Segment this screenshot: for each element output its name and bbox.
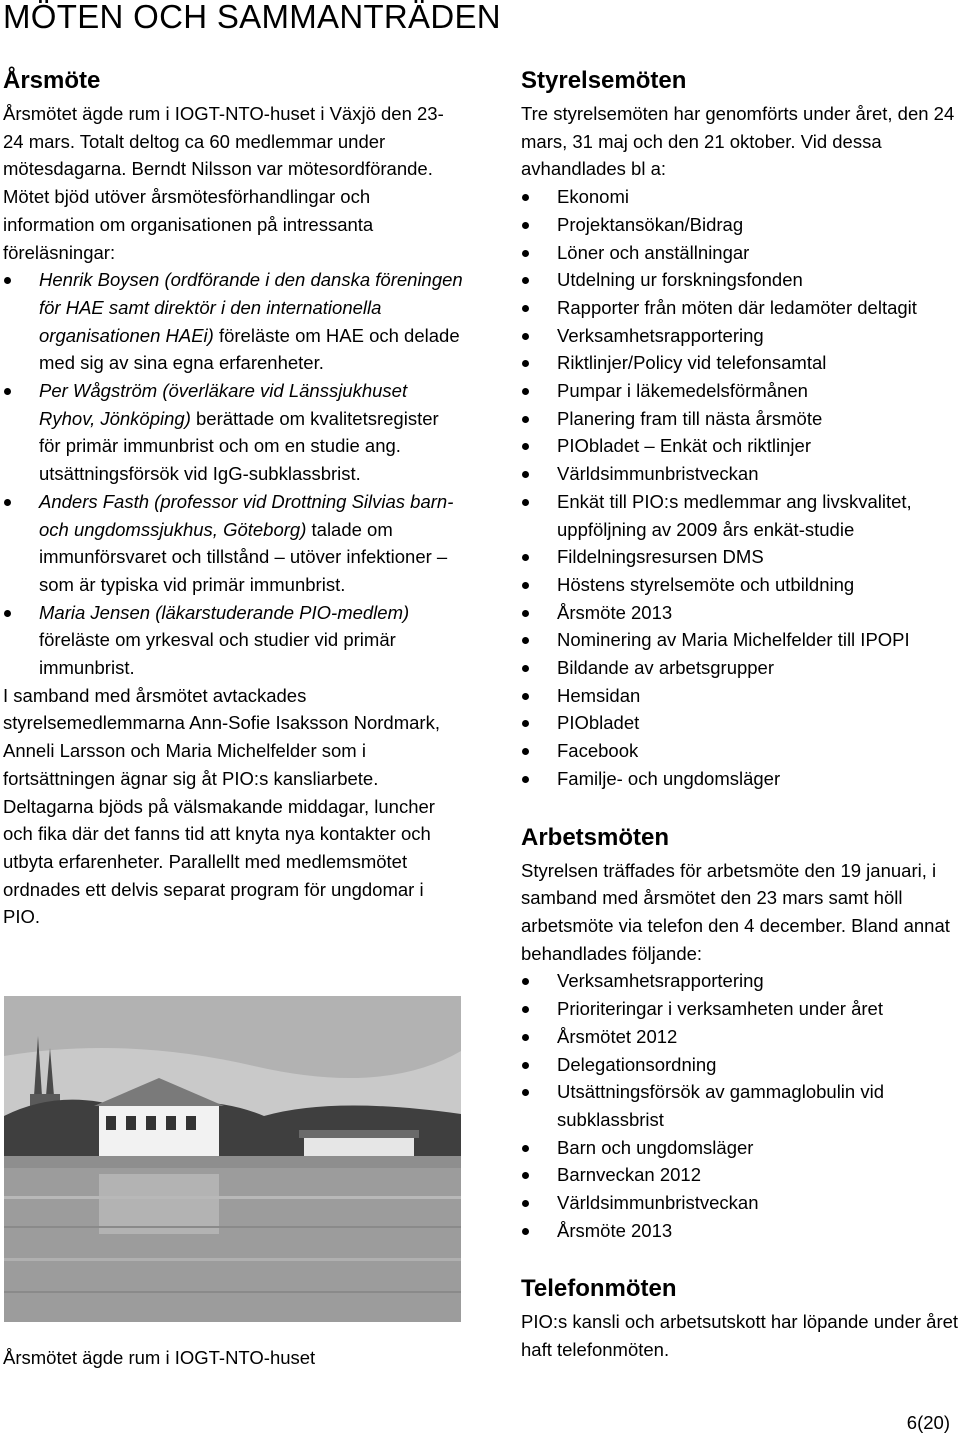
arbetsmoten-heading: Arbetsmöten [521,823,670,851]
arbetsmoten-list [521,967,959,1244]
speaker-text: talade om immunförsvaret och tillstånd – utöver infektioner – som är typiska vid primär immunbrist. [39,518,448,595]
speaker-item [3,266,463,377]
list-item: Rapporter från möten där ledamöter deltagit [521,294,959,322]
thanks-paragraph: I samband med årsmötet avtackades styrelsemedlemmarna Ann-Sofie Isaksson Nordmark, Anneli Larsson och Maria Michelfelder som i fortsättningen ägnar sig åt PIO:s kansliarbete. [3,684,440,789]
speaker-text: berättade om kvalitetsregister för primär immunbrist och om en studie ang. utsättningsförsök vid IgG-subklassbrist. [39,407,439,485]
venue-photo [4,996,461,1322]
list-item: Ekonomi [521,183,959,211]
list-item: Verksamhetsrapportering [521,967,959,995]
list-item: Löner och anställningar [521,239,959,267]
photo-caption: Årsmötet ägde rum i IOGT-NTO-huset [3,1347,316,1368]
dinner-paragraph: Deltagarna bjöds på välsmakande middagar, luncher och fika där det fanns tid att knyta nya kontakter och utbyta erfarenheter. Parallellt med medlemsmötet ordnades ett delvis separat program för ungdomar i PIO. [3,795,435,928]
page-number: 6(20) [906,1412,950,1433]
list-item: Fildelningsresursen DMS [521,543,959,571]
list-item: Höstens styrelsemöte och utbildning [521,571,959,599]
speaker-item [3,599,463,682]
list-item: Projektansökan/Bidrag [521,211,959,239]
section-gap [521,1244,959,1272]
list-item: Utsättningsförsök av gammaglobulin vid subklassbrist [521,1078,959,1133]
list-item: Världsimmunbristveckan [521,460,959,488]
speaker-item [3,488,463,599]
list-item: Facebook [521,737,959,765]
speaker-list [3,266,463,682]
list-item: Årsmötet 2012 [521,1023,959,1051]
right-column [521,64,959,1364]
speaker-name: Maria Jensen (läkarstuderande PIO-medlem) [39,601,410,623]
arbetsmoten-intro: Styrelsen träffades för arbetsmöte den 19 januari, i samband med årsmötet den 23 mars samt höll arbetsmöte via telefon den 4 december. Bland annat behandlades följande: [521,859,950,964]
arsmote-heading: Årsmöte [3,67,101,94]
telefonmoten-text: PIO:s kansli och arbetsutskott har löpande under året haft telefonmöten. [521,1311,959,1361]
section-gap [521,793,959,821]
list-item: Världsimmunbristveckan [521,1189,959,1217]
list-item: Utdelning ur forskningsfonden [521,266,959,294]
list-item: Delegationsordning [521,1051,959,1079]
speaker-name: Henrik Boysen (ordförande i den danska föreningen för HAE samt direktör i den internationella organisationen HAEi) [39,269,463,346]
venue-photo-illustration [4,996,461,1322]
list-item: Familje- och ungdomsläger [521,765,959,793]
list-item: Verksamhetsrapportering [521,322,959,350]
telefonmoten-heading: Telefonmöten [521,1275,677,1303]
left-column [3,64,463,931]
speaker-item [3,377,463,488]
styrelsemoten-intro: Tre styrelsemöten har genomförts under året, den 24 mars, 31 maj och den 21 oktober. Vid dessa avhandlades bl a: [521,103,955,180]
list-item: Pumpar i läkemedelsförmånen [521,377,959,405]
list-item: Barn och ungdomsläger [521,1134,959,1162]
speaker-name: Per Wågström (överläkare vid Länssjukhuset Ryhov, Jönköping) [39,380,408,429]
list-item: Planering fram till nästa årsmöte [521,405,959,433]
list-item: Barnveckan 2012 [521,1161,959,1189]
styrelsemoten-heading: Styrelsemöten [521,67,687,94]
speaker-text: föreläste om HAE och delade med sig av sina egna erfarenheter. [39,324,460,374]
list-item: Prioriteringar i verksamheten under året [521,995,959,1023]
list-item: Årsmöte 2013 [521,599,959,627]
list-item: Hemsidan [521,682,959,710]
speaker-text: föreläste om yrkesval och studier vid primär immunbrist. [39,629,396,679]
page-title: MÖTEN OCH SAMMANTRÄDEN [3,0,501,35]
list-item: Årsmöte 2013 [521,1217,959,1245]
list-item: Bildande av arbetsgrupper [521,654,959,682]
list-item: Riktlinjer/Policy vid telefonsamtal [521,349,959,377]
speaker-name: Anders Fasth (professor vid Drottning Silvias barn- och ungdomssjukhus, Göteborg) [39,490,454,540]
list-item: PIObladet [521,709,959,737]
list-item: Enkät till PIO:s medlemmar ang livskvalitet, uppföljning av 2009 års enkät-studie [521,488,959,543]
arsmote-intro: Årsmötet ägde rum i IOGT-NTO-huset i Växjö den 23-24 mars. Totalt deltog ca 60 medlemmar under mötesdagarna. Berndt Nilsson var mötesordförande. Mötet bjöd utöver årsmötesförhandlingar och information om organisationen på intressanta föreläsningar: [3,103,444,263]
styrelsemoten-list [521,183,959,792]
list-item: Nominering av Maria Michelfelder till IPOPI [521,626,959,654]
list-item: PIObladet – Enkät och riktlinjer [521,432,959,460]
